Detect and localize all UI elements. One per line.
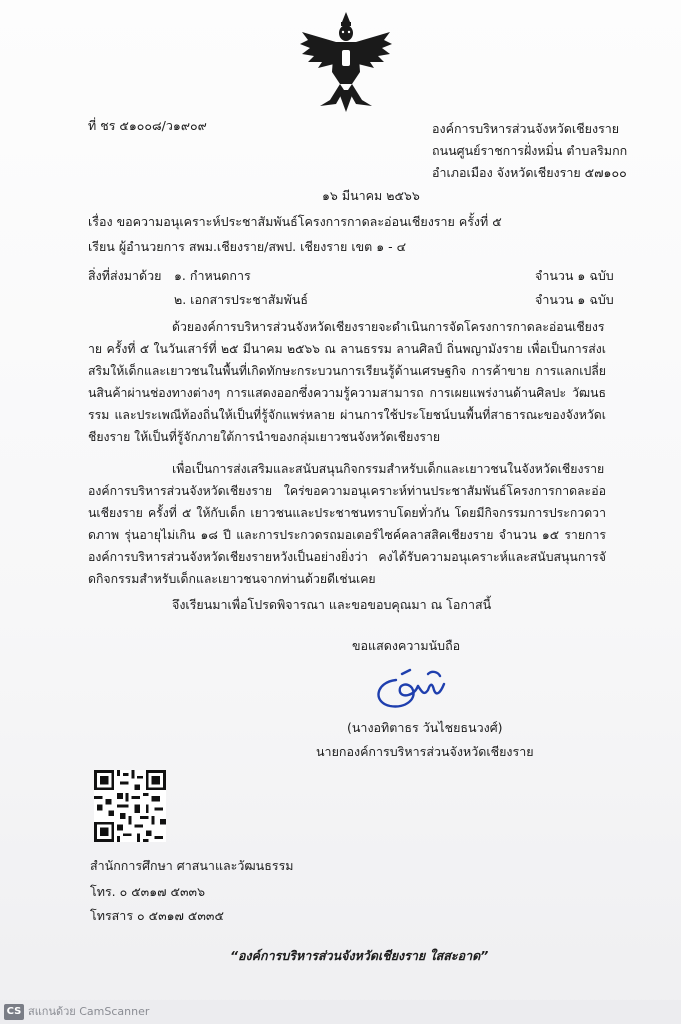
scanner-watermark-bar [0, 1000, 681, 1024]
enclosure-item: ๑. กำหนดการ [174, 268, 251, 283]
reference-number: ที่ ชร ๕๑๐๐๘/ว๑๙๐๙ [88, 118, 207, 133]
organization-slogan: “องค์การบริหารส่วนจังหวัดเชียงราย ใสสะอาด” [230, 948, 489, 963]
closing-phrase: ขอแสดงความนับถือ [352, 638, 461, 653]
sender-district: อำเภอเมือง จังหวัดเชียงราย ๕๗๑๐๐ [432, 165, 627, 180]
letter-subject: เรื่อง ขอความอนุเคราะห์ประชาสัมพันธ์โครงการกาดละอ่อนเชียงราย ครั้งที่ ๕ [88, 214, 502, 229]
enclosure-count: จำนวน ๑ ฉบับ [535, 268, 614, 283]
letter-recipient: เรียน ผู้อำนวยการ สพม.เชียงราย/สพป. เชียงราย เขต ๑ - ๔ [88, 239, 407, 254]
enclosures-label: สิ่งที่ส่งมาด้วย [88, 268, 162, 283]
telephone-number: โทร. ๐ ๕๓๑๗ ๕๓๓๖ [90, 884, 206, 899]
signer-title: นายกองค์การบริหารส่วนจังหวัดเชียงราย [316, 744, 534, 759]
department-name: สำนักการศึกษา ศาสนาและวัฒนธรรม [90, 858, 294, 873]
handwritten-signature-icon [366, 664, 466, 712]
letter-date: ๑๖ มีนาคม ๒๕๖๖ [322, 188, 420, 203]
garuda-emblem-icon [296, 10, 396, 114]
sender-street: ถนนศูนย์ราชการฝั่งหมิ่น ตำบลริมกก [432, 143, 628, 158]
sender-org-name: องค์การบริหารส่วนจังหวัดเชียงราย [432, 121, 620, 136]
body-paragraph-2: เพื่อเป็นการส่งเสริมและสนับสนุนกิจกรรมสำหรับเด็กและเยาวชนในจังหวัดเชียงราย องค์การบริหารส่วนจังหวัดเชียงราย ใคร่ขอความอนุเคราะห์ท่านประชาสัมพันธ์โครงการกาดละอ่อนเชียงราย ครั้งที่ ๕ ให้กับเด็ก เยาวชนและประชาชนทราบโดยทั่วกัน โดยมีกิจกรรมการประกวดวาดภาพ รุ่นอายุไม่เกิน ๑๘ ปี และการประกวดรถมอเตอร์ไซค์คลาสสิคเชียงราย จำนวน ๑๕ รายการ องค์การบริหารส่วนจังหวัดเชียงรายหวังเป็นอย่างยิ่งว่า คงได้รับความอนุเคราะห์และสนับสนุนการจัดกิจกรรมสำหรับเด็กและเยาวชนจากท่านด้วยดีเช่นเคย [88, 462, 606, 586]
body-paragraph-1: ด้วยองค์การบริหารส่วนจังหวัดเชียงรายจะดำเนินการจัดโครงการกาดละอ่อนเชียงราย ครั้งที่ ๕ ในวันเสาร์ที่ ๒๕ มีนาคม ๒๕๖๖ ณ ลานธรรม ลานศิลป์ ถิ่นพญามังราย เพื่อเป็นการส่งเสริมให้เด็กและเยาวชนในพื้นที่เกิดทักษะกระบวนการเรียนรู้ด้านเศรษฐกิจ การค้าขาย การแลกเปลี่ยนสินค้าผ่านช่องทางต่างๆ การแสดงออกซึ่งความรู้ความสามารถ การเผยแพร่งานด้านศิลปะ วัฒนธรรม และประเพณีท้องถิ่นให้เป็นที่รู้จักแพร่หลาย ผ่านการใช้ประโยชน์บนพื้นที่สาธารณะของจังหวัดเชียงราย ให้เป็นที่รู้จักภายใต้การนำของกลุ่มเยาวชนจังหวัดเชียงราย [88, 320, 606, 444]
enclosure-item: ๒. เอกสารประชาสัมพันธ์ [174, 292, 309, 307]
camscanner-label: สแกนด้วย CamScanner [28, 1005, 150, 1018]
body-paragraph-3: จึงเรียนมาเพื่อโปรดพิจารณา และขอขอบคุณมา ณ โอกาสนี้ [172, 597, 492, 612]
signer-name: (นางอทิตาธร วันไชยธนวงศ์) [347, 720, 503, 735]
sender-address [432, 118, 627, 184]
camscanner-logo-icon: CS [4, 1004, 24, 1020]
enclosure-count: จำนวน ๑ ฉบับ [535, 292, 614, 307]
qr-code-icon [94, 770, 166, 842]
fax-number: โทรสาร ๐ ๕๓๑๗ ๕๓๓๕ [90, 908, 224, 923]
